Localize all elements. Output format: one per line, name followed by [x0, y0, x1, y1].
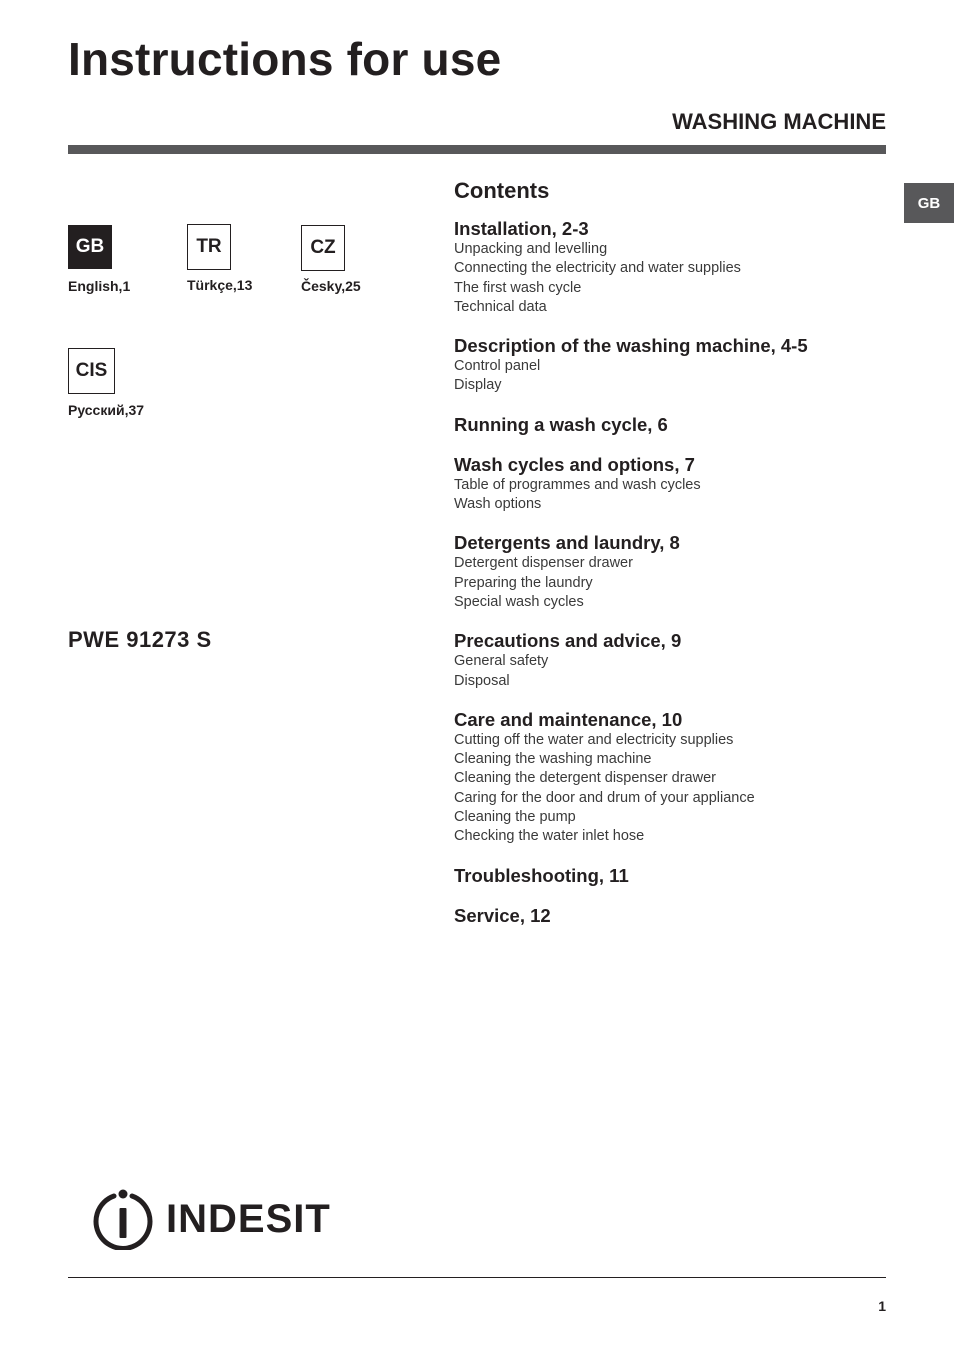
toc-item[interactable]: Caring for the door and drum of your appliance [454, 789, 755, 806]
toc-section-title[interactable]: Care and maintenance, 10 [454, 708, 683, 730]
toc-item[interactable]: Unpacking and levelling [454, 241, 608, 257]
language-code-box: TR [187, 224, 231, 270]
toc-section-care [454, 709, 894, 847]
brand-logo [92, 1188, 331, 1250]
language-tr[interactable] [187, 224, 307, 293]
product-type: WASHING MACHINE [672, 109, 886, 134]
footer-divider [68, 1277, 886, 1278]
toc-section-wash-cycles [454, 454, 894, 515]
language-side-tab: GB [904, 183, 954, 223]
toc-section-title[interactable]: Description of the washing machine, 4-5 [454, 335, 808, 357]
toc-section-title[interactable]: Service, 12 [454, 904, 551, 926]
language-cis[interactable] [68, 348, 188, 418]
toc-section-title[interactable]: Running a wash cycle, 6 [454, 413, 668, 435]
toc-section-title[interactable]: Precautions and advice, 9 [454, 630, 682, 652]
toc-item[interactable]: Checking the water inlet hose [454, 828, 645, 845]
toc-item[interactable]: Cleaning the detergent dispenser drawer [454, 770, 716, 787]
toc-item[interactable]: Preparing the laundry [454, 574, 593, 591]
toc-section-description [454, 335, 894, 396]
toc-section-running [454, 414, 894, 436]
toc-section-title[interactable]: Installation, 2-3 [454, 218, 589, 239]
toc-item[interactable]: Disposal [454, 672, 510, 689]
indesit-logo-icon [92, 1188, 154, 1250]
toc-item[interactable]: Technical data [454, 298, 547, 315]
toc-section-troubleshooting [454, 865, 894, 887]
toc-item[interactable]: Cleaning the washing machine [454, 751, 652, 768]
toc-item[interactable]: Detergent dispenser drawer [454, 555, 633, 572]
toc-item[interactable]: Control panel [454, 358, 541, 375]
toc-item[interactable]: Connecting the electricity and water supplies [454, 260, 741, 277]
model-number: PWE 91273 S [68, 627, 212, 652]
toc-item[interactable]: Wash options [454, 496, 542, 513]
page-title: Instructions for use [68, 33, 502, 85]
language-label: Türkçe,13 [187, 277, 253, 293]
header-divider [68, 145, 886, 154]
language-cz[interactable] [301, 225, 421, 294]
toc-section-precautions [454, 630, 894, 691]
table-of-contents [454, 178, 894, 945]
brand-name: INDESIT [166, 1197, 331, 1241]
toc-item[interactable]: The first wash cycle [454, 279, 582, 296]
toc-item[interactable]: Table of programmes and wash cycles [454, 476, 701, 493]
toc-section-installation [454, 218, 894, 317]
toc-section-title[interactable]: Troubleshooting, 11 [454, 864, 629, 886]
language-code-box: GB [68, 225, 112, 269]
toc-section-title[interactable]: Detergents and laundry, 8 [454, 532, 680, 554]
language-gb[interactable] [68, 225, 188, 294]
toc-section-detergents [454, 532, 894, 612]
language-label: Česky,25 [301, 278, 361, 294]
toc-item[interactable]: Cutting off the water and electricity supplies [454, 731, 734, 748]
language-label: Русский,37 [68, 402, 145, 418]
toc-section-title[interactable]: Wash cycles and options, 7 [454, 453, 695, 475]
toc-item[interactable]: Display [454, 377, 502, 394]
toc-item[interactable]: Special wash cycles [454, 593, 584, 610]
language-code-box: CZ [301, 225, 345, 271]
contents-heading: Contents [454, 178, 550, 203]
toc-item[interactable]: Cleaning the pump [454, 809, 576, 826]
toc-section-service [454, 905, 894, 927]
page-number: 1 [878, 1298, 886, 1314]
toc-item[interactable]: General safety [454, 653, 549, 670]
language-code-box: CIS [68, 348, 115, 394]
language-label: English,1 [68, 278, 131, 294]
